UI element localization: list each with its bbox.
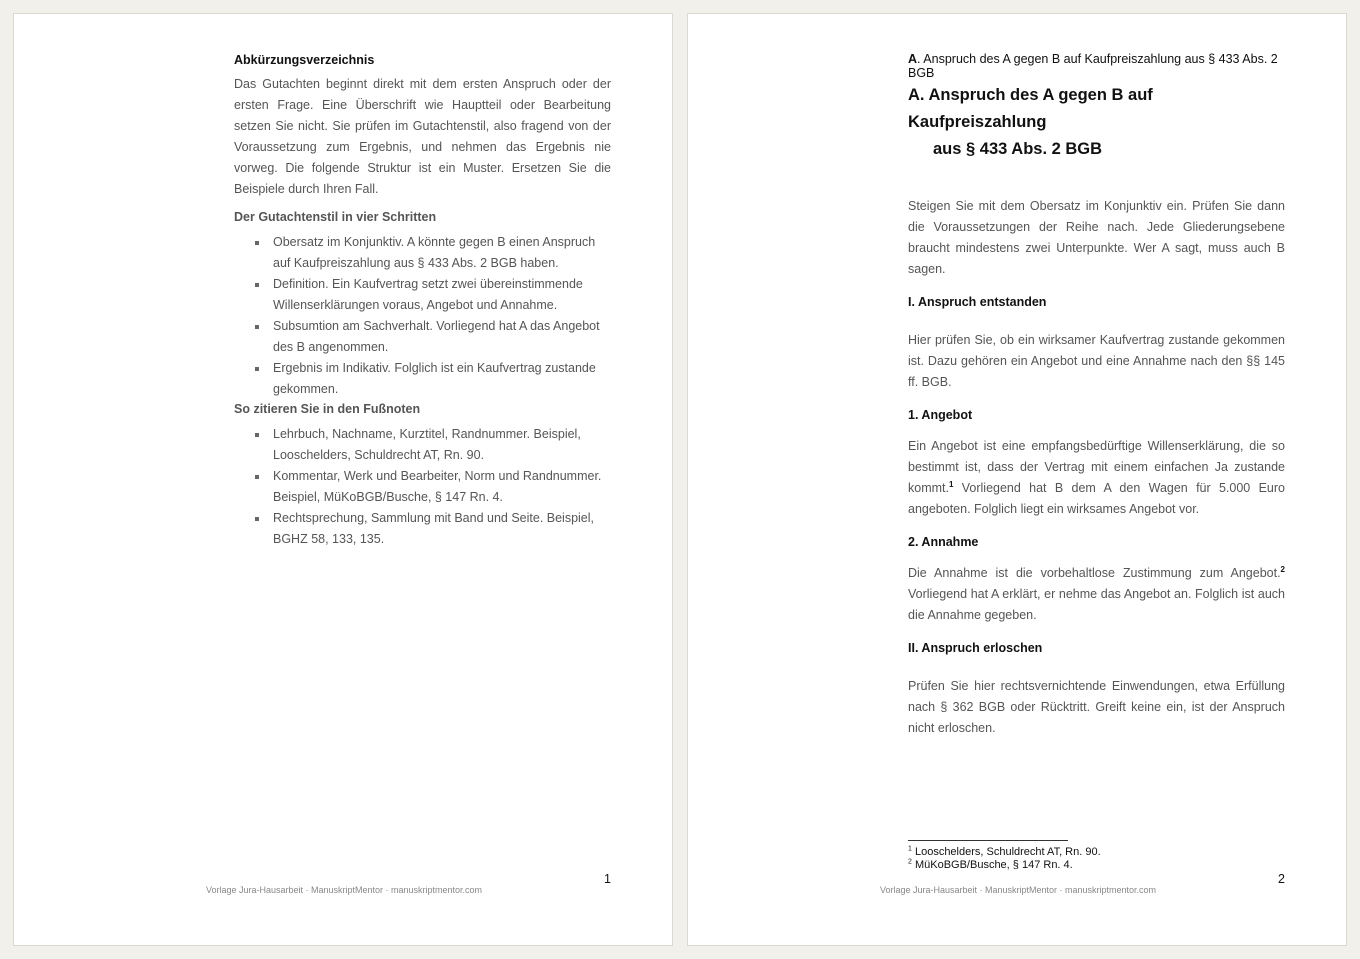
list-item: Obersatz im Konjunktiv. A könnte gegen B einen Anspruch auf Kaufpreiszahlung aus § 433 Abs. 2 BGB haben. xyxy=(273,232,611,274)
section-heading-gutachtenstil: Der Gutachtenstil in vier Schritten xyxy=(234,210,437,224)
heading-anspruch-entstanden: I. Anspruch entstanden xyxy=(908,295,1047,309)
footnote-1-mark: 1 xyxy=(908,845,912,853)
paragraph-anspruch-erloschen: Prüfen Sie hier rechtsvernichtende Einwendungen, etwa Erfüllung nach § 362 BGB oder Rücktritt. Greift keine ein, ist der Anspruch nicht erloschen. xyxy=(908,679,1285,735)
main-heading-line-2: aus § 433 Abs. 2 BGB xyxy=(933,140,1103,158)
running-head xyxy=(908,52,1285,80)
page-footer: Vorlage Jura-Hausarbeit · ManuskriptMentor · manuskriptmentor.com xyxy=(879,885,1157,895)
footnote-2-text: MüKoBGB/Busche, § 147 Rn. 4. xyxy=(911,859,1073,871)
heading-angebot: 1. Angebot xyxy=(908,408,973,422)
footnote-2-mark: 2 xyxy=(908,858,912,866)
section-heading-fussnoten: So zitieren Sie in den Fußnoten xyxy=(234,402,421,416)
heading-annahme: 2. Annahme xyxy=(908,535,979,549)
fussnoten-list xyxy=(234,424,611,550)
running-head-text: . Anspruch des A gegen B auf Kaufpreiszahlung aus § 433 Abs. 2 BGB xyxy=(908,52,1278,80)
footnote-1 xyxy=(908,846,1101,859)
footnotes xyxy=(908,846,1101,872)
footnote-marker-1[interactable]: 1 xyxy=(948,479,954,489)
annahme-text-a: Die Annahme ist die vorbehaltlose Zustimmung zum Angebot. xyxy=(908,566,1281,580)
angebot-text-a: Ein Angebot ist eine empfangsbedürftige Willenserklärung, die so bestimmt ist, dass der Vertrag mit einem einfachen Ja zustande kommt. xyxy=(908,439,1285,495)
page-title: Abkürzungsverzeichnis xyxy=(234,53,375,67)
document-page-2 xyxy=(687,13,1347,946)
paragraph-anspruch-entstanden: Hier prüfen Sie, ob ein wirksamer Kaufvertrag zustande gekommen ist. Dazu gehören ein Angebot und eine Annahme nach den §§ 145 ff. BGB. xyxy=(908,333,1285,389)
document-page-1 xyxy=(13,13,673,946)
main-heading-line-1: A. Anspruch des A gegen B auf Kaufpreiszahlung xyxy=(908,86,1153,131)
page-1-content xyxy=(234,52,611,550)
footnote-separator xyxy=(908,840,1068,841)
list-item: Subsumtion am Sachverhalt. Vorliegend hat A das Angebot des B angenommen. xyxy=(273,316,611,358)
main-heading xyxy=(908,82,1285,163)
page-footer: Vorlage Jura-Hausarbeit · ManuskriptMentor · manuskriptmentor.com xyxy=(205,885,483,895)
list-item: Ergebnis im Indikativ. Folglich ist ein Kaufvertrag zustande gekommen. xyxy=(273,358,611,400)
footnote-marker-2[interactable]: 2 xyxy=(1280,564,1285,574)
angebot-text-b: Vorliegend hat B dem A den Wagen für 5.000 Euro angeboten. Folglich liegt ein wirksames Angebot vor. xyxy=(908,481,1285,516)
gutachtenstil-list xyxy=(234,232,611,400)
list-item: Rechtsprechung, Sammlung mit Band und Seite. Beispiel, BGHZ 58, 133, 135. xyxy=(273,508,611,550)
list-item: Lehrbuch, Nachname, Kurztitel, Randnummer. Beispiel, Looschelders, Schuldrecht AT, Rn. 90. xyxy=(273,424,611,466)
page-number: 1 xyxy=(604,872,611,886)
heading-anspruch-erloschen: II. Anspruch erloschen xyxy=(908,641,1043,655)
running-head-letter: A xyxy=(908,52,918,66)
list-item: Kommentar, Werk und Bearbeiter, Norm und Randnummer. Beispiel, MüKoBGB/Busche, § 147 Rn. 4. xyxy=(273,466,611,508)
page-number: 2 xyxy=(1278,872,1285,886)
intro-paragraph: Steigen Sie mit dem Obersatz im Konjunktiv ein. Prüfen Sie dann die Voraussetzungen der Reihe nach. Jede Gliederungsebene braucht mindestens zwei Unterpunkte. Wer A sagt, muss auch B sagen. xyxy=(908,199,1285,276)
paragraph-annahme xyxy=(908,563,1285,626)
list-item: Definition. Ein Kaufvertrag setzt zwei übereinstimmende Willenserklärungen voraus, Angebot und Annahme. xyxy=(273,274,611,316)
footnote-1-text: Looschelders, Schuldrecht AT, Rn. 90. xyxy=(911,846,1101,858)
footnote-2 xyxy=(908,859,1101,872)
intro-paragraph: Das Gutachten beginnt direkt mit dem ersten Anspruch oder der ersten Frage. Eine Überschrift wie Hauptteil oder Bearbeitung setzen Sie nicht. Sie prüfen im Gutachtenstil, also fragend von der Voraussetzung zum Ergebnis, und nehmen das Ergebnis nie vorweg. Die folgende Struktur ist ein Muster. Ersetzen Sie die Beispiele durch Ihren Fall. xyxy=(234,77,611,196)
annahme-text-b: Vorliegend hat A erklärt, er nehme das Angebot an. Folglich ist auch die Annahme gegeben. xyxy=(908,587,1285,622)
page-2-content xyxy=(908,52,1285,739)
paragraph-angebot xyxy=(908,436,1285,520)
